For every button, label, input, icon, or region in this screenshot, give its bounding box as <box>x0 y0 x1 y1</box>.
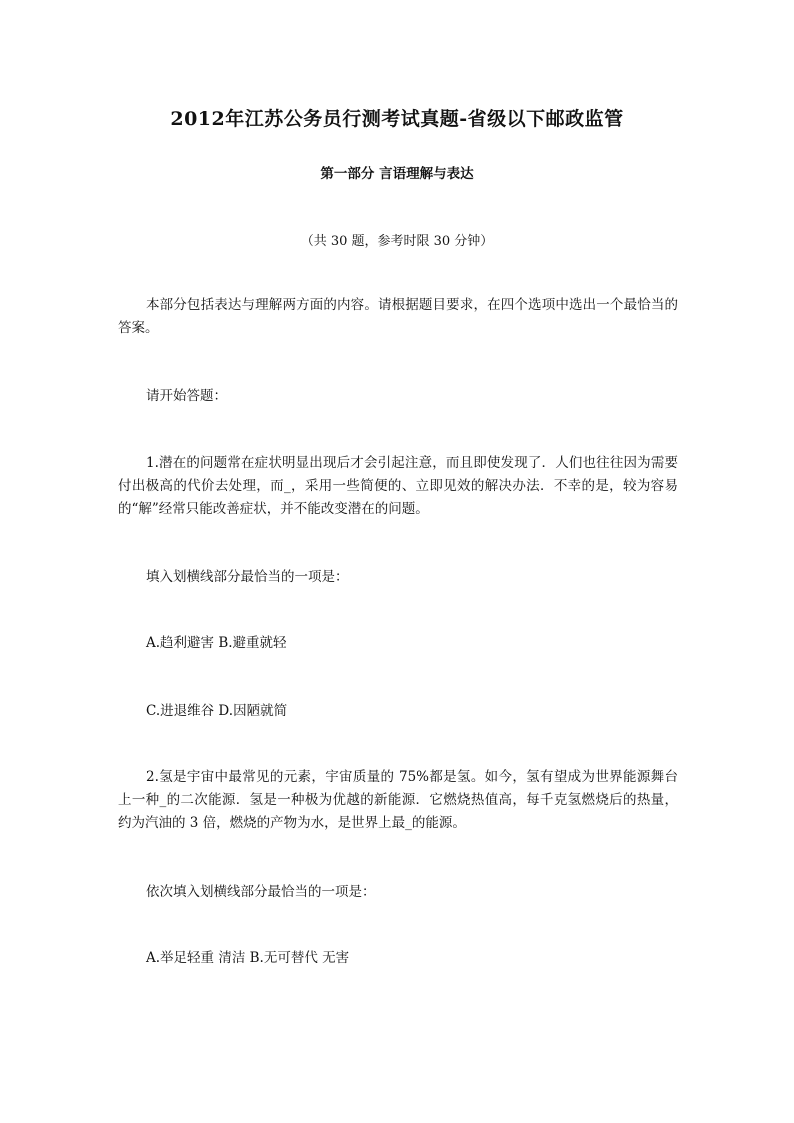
question-1-options-cd: C.进退维谷 D.因陋就简 <box>146 703 288 719</box>
section-title: 第一部分 言语理解与表达 <box>320 166 474 182</box>
time-limit-note: （共 30 题，参考时限 30 分钟） <box>300 234 494 249</box>
intro-paragraph: 本部分包括表达与理解两方面的内容。请根据题目要求，在四个选项中选出一个最恰当的答案。 <box>118 297 678 336</box>
start-prompt: 请开始答题： <box>146 388 227 404</box>
document-title: 2012年江苏公务员行测考试真题-省级以下邮政监管 <box>170 108 624 130</box>
question-1-stem: 1.潜在的问题常在症状明显出现后才会引起注意，而且即使发现了．人们也往往因为需要付出极高的代价去处理，而_，采用一些简便的、立即见效的解决办法．不幸的是，较为容易的“解”经常只能改善症状，并不能改变潜在的问题。 <box>118 455 678 517</box>
question-1-instruction: 填入划横线部分最恰当的一项是： <box>146 569 349 585</box>
question-1-options-ab: A.趋利避害 B.避重就轻 <box>146 635 287 651</box>
question-2-stem: 2.氢是宇宙中最常见的元素，宇宙质量的 75%都是氢。如今，氢有望成为世界能源舞台上一种_的二次能源．氢是一种极为优越的新能源．它燃烧热值高，每千克氢燃烧后的热量，约为汽油的 3 倍，燃烧的产物为水，是世界上最_的能源。 <box>118 769 678 831</box>
question-2-options-ab: A.举足轻重 清洁 B.无可替代 无害 <box>146 950 350 966</box>
question-2-instruction: 依次填入划横线部分最恰当的一项是： <box>146 884 376 900</box>
